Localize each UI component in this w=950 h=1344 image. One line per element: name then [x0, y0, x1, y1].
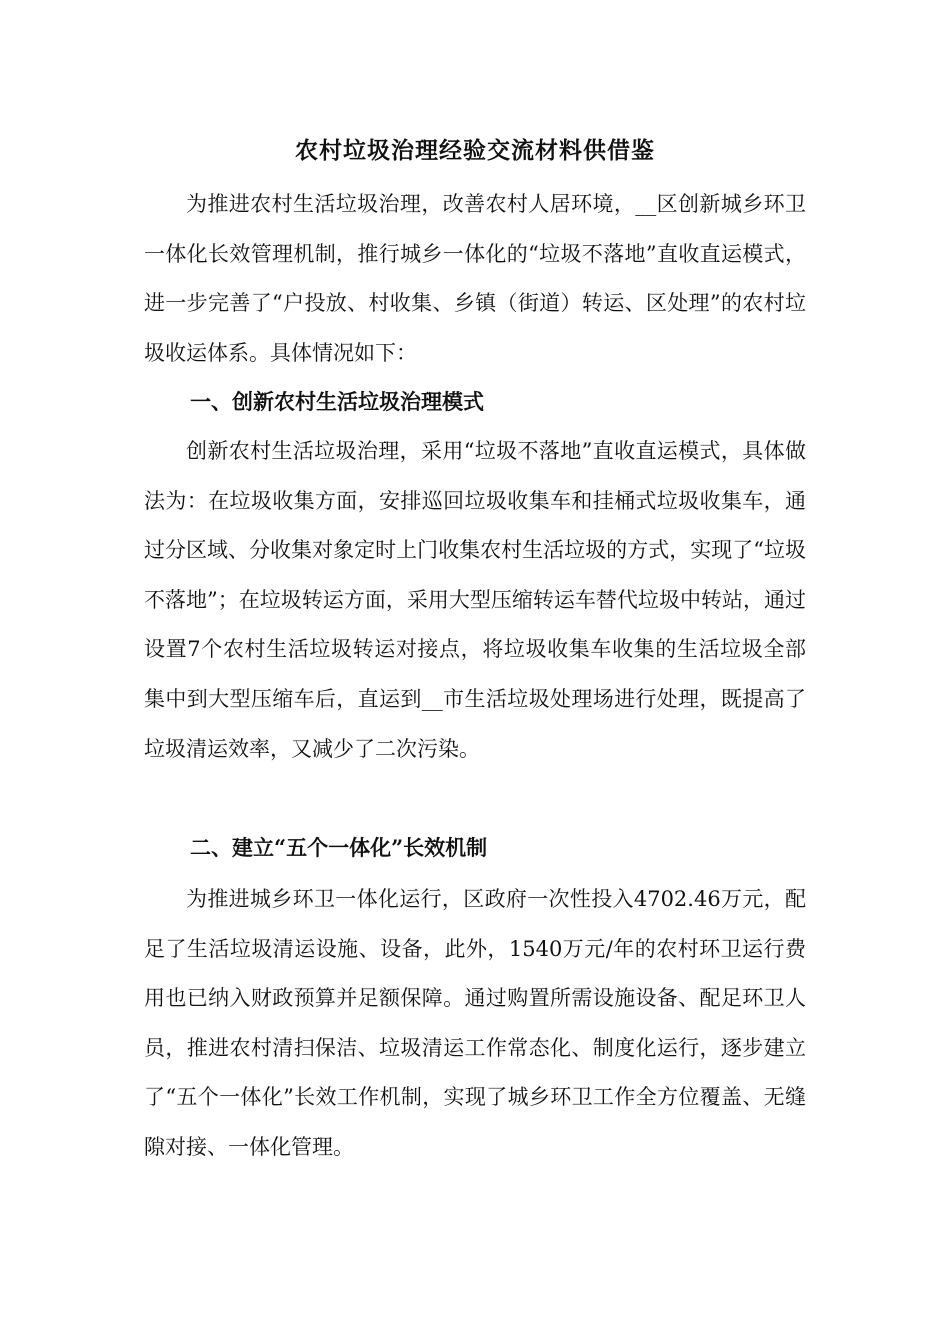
intro-paragraph: 为推进农村生活垃圾治理，改善农村人居环境，__区创新城乡环卫一体化长效管理机制，推行城乡一体化的“垃圾不落地”直收直运模式，进一步完善了“户投放、村收集、乡镇（街道）转运、区处理”的农村垃圾收运体系。具体情况如下：	[144, 192, 806, 365]
section-1-paragraph: 创新农村生活垃圾治理，采用“垃圾不落地”直收直运模式，具体做法为：在垃圾收集方面，安排巡回垃圾收集车和挂桶式垃圾收集车，通过分区域、分收集对象定时上门收集农村生活垃圾的方式，实现了“垃圾不落地”；在垃圾转运方面，采用大型压缩转运车替代垃圾中转站，通过设置7个农村生活垃圾转运对接点，将垃圾收集车收集的生活垃圾全部集中到大型压缩车后，直运到__市生活垃圾处理场进行处理，既提高了垃圾清运效率，又减少了二次污染。	[144, 439, 806, 761]
section-heading-1: 一、创新农村生活垃圾治理模式	[190, 389, 484, 414]
section-heading-2: 二、建立“五个一体化”长效机制	[190, 835, 488, 860]
document-title: 农村垃圾治理经验交流材料供借鉴	[295, 137, 655, 164]
section-2-paragraph: 为推进城乡环卫一体化运行，区政府一次性投入4702.46万元，配足了生活垃圾清运设施、设备，此外，1540万元/年的农村环卫运行费用也已纳入财政预算并足额保障。通过购置所需设施设备、配足环卫人员，推进农村清扫保洁、垃圾清运工作常态化、制度化运行，逐步建立了“五个一体化”长效工作机制，实现了城乡环卫工作全方位覆盖、无缝隙对接、一体化管理。	[144, 887, 806, 1159]
